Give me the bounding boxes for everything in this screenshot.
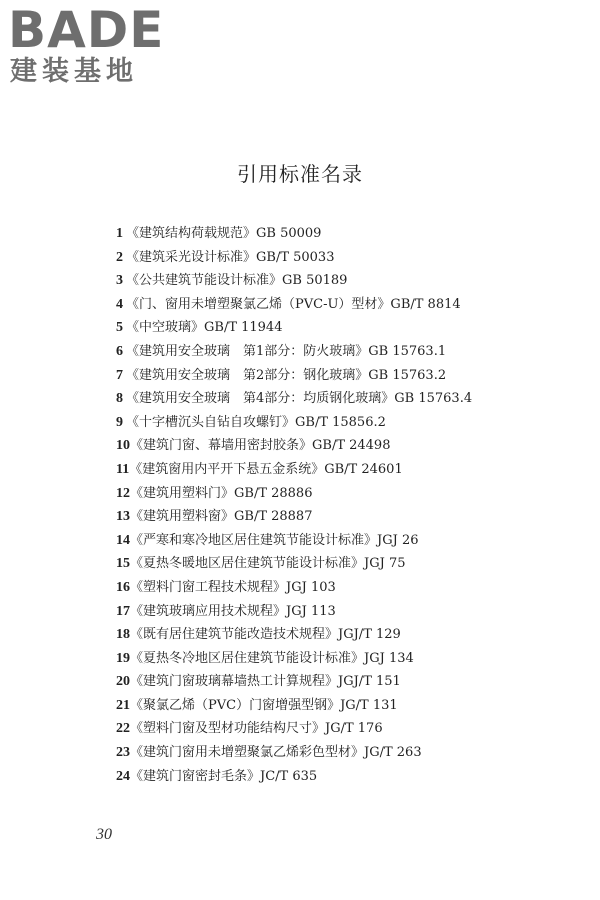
list-item — [116, 694, 586, 718]
reference-text: 《建筑用安全玻璃 第1部分：防火玻璃》GB 15763.1 — [126, 343, 447, 359]
reference-number: 18 — [116, 627, 130, 643]
reference-text: 《建筑门窗、幕墙用密封胶条》GB/T 24498 — [130, 438, 391, 454]
page-number: 30 — [96, 826, 112, 843]
reference-number: 15 — [116, 556, 130, 572]
reference-number: 13 — [116, 509, 130, 525]
list-item — [116, 364, 586, 388]
reference-text: 《建筑门窗用未增塑聚氯乙烯彩色型材》JG/T 263 — [130, 745, 422, 761]
list-item — [116, 552, 586, 576]
reference-number: 17 — [116, 603, 130, 619]
reference-text: 《公共建筑节能设计标准》GB 50189 — [126, 273, 348, 289]
list-item — [116, 316, 586, 340]
list-item — [116, 505, 586, 529]
list-item — [116, 741, 586, 765]
reference-number: 14 — [116, 532, 130, 548]
list-item — [116, 600, 586, 624]
reference-number: 23 — [116, 745, 130, 761]
logo-brand: BADE — [8, 1, 165, 59]
logo-subtitle: 建装基地 — [10, 56, 138, 87]
reference-text: 《塑料门窗及型材功能结构尺寸》JG/T 176 — [130, 721, 383, 737]
reference-text: 《中空玻璃》GB/T 11944 — [126, 320, 283, 336]
reference-text: 《十字槽沉头自钻自攻螺钉》GB/T 15856.2 — [126, 414, 386, 430]
reference-text: 《建筑门窗密封毛条》JC/T 635 — [130, 768, 318, 784]
list-item — [116, 458, 586, 482]
list-item — [116, 647, 586, 671]
reference-text: 《既有居住建筑节能改造技术规程》JGJ/T 129 — [130, 627, 401, 643]
reference-number: 5 — [116, 320, 123, 336]
list-item — [116, 765, 586, 789]
page-title: 引用标准名录 — [237, 162, 363, 186]
reference-number: 6 — [116, 343, 123, 359]
reference-number: 21 — [116, 697, 130, 713]
reference-number: 7 — [116, 367, 123, 383]
reference-number: 12 — [116, 485, 130, 501]
reference-text: 《建筑用塑料门》GB/T 28886 — [130, 485, 313, 501]
list-item — [116, 670, 586, 694]
reference-text: 《严寒和寒冷地区居住建筑节能设计标准》JGJ 26 — [130, 532, 419, 548]
reference-number: 16 — [116, 579, 130, 595]
reference-text: 《建筑门窗玻璃幕墙热工计算规程》JGJ/T 151 — [130, 674, 401, 690]
reference-text: 《建筑用塑料窗》GB/T 28887 — [130, 509, 313, 525]
list-item — [116, 269, 586, 293]
reference-number: 22 — [116, 721, 130, 737]
reference-number: 20 — [116, 674, 130, 690]
reference-text: 《建筑用安全玻璃 第4部分：均质钢化玻璃》GB 15763.4 — [126, 391, 473, 407]
reference-text: 《夏热冬冷地区居住建筑节能设计标准》JGJ 134 — [130, 650, 414, 666]
reference-number: 24 — [116, 768, 130, 784]
reference-number: 8 — [116, 391, 123, 407]
reference-number: 10 — [116, 438, 130, 454]
reference-text: 《门、窗用未增塑聚氯乙烯（PVC-U）型材》GB/T 8814 — [126, 296, 461, 312]
reference-number: 19 — [116, 650, 130, 666]
list-item — [116, 293, 586, 317]
list-item — [116, 340, 586, 364]
reference-list — [116, 222, 586, 788]
logo — [8, 1, 178, 96]
list-item — [116, 482, 586, 506]
reference-text: 《建筑结构荷载规范》GB 50009 — [126, 226, 322, 241]
list-item — [116, 434, 586, 458]
reference-number: 1 — [116, 226, 123, 241]
list-item — [116, 529, 586, 553]
reference-text: 《建筑玻璃应用技术规程》JGJ 113 — [130, 603, 336, 619]
list-item — [116, 717, 586, 741]
reference-number: 9 — [116, 414, 123, 430]
list-item — [116, 411, 586, 435]
reference-text: 《建筑窗用内平开下悬五金系统》GB/T 24601 — [129, 461, 403, 477]
reference-text: 《夏热冬暖地区居住建筑节能设计标准》JGJ 75 — [130, 556, 406, 572]
reference-number: 4 — [116, 296, 123, 312]
reference-text: 《建筑采光设计标准》GB/T 50033 — [126, 249, 335, 265]
reference-text: 《塑料门窗工程技术规程》JGJ 103 — [130, 579, 336, 595]
list-item — [116, 246, 586, 270]
reference-number: 2 — [116, 249, 123, 265]
reference-text: 《建筑用安全玻璃 第2部分：钢化玻璃》GB 15763.2 — [126, 367, 447, 383]
list-item — [116, 222, 586, 246]
list-item — [116, 387, 586, 411]
list-item — [116, 576, 586, 600]
list-item — [116, 623, 586, 647]
reference-number: 11 — [116, 461, 130, 477]
reference-number: 3 — [116, 273, 123, 289]
reference-text: 《聚氯乙烯（PVC）门窗增强型钢》JG/T 131 — [130, 697, 398, 713]
